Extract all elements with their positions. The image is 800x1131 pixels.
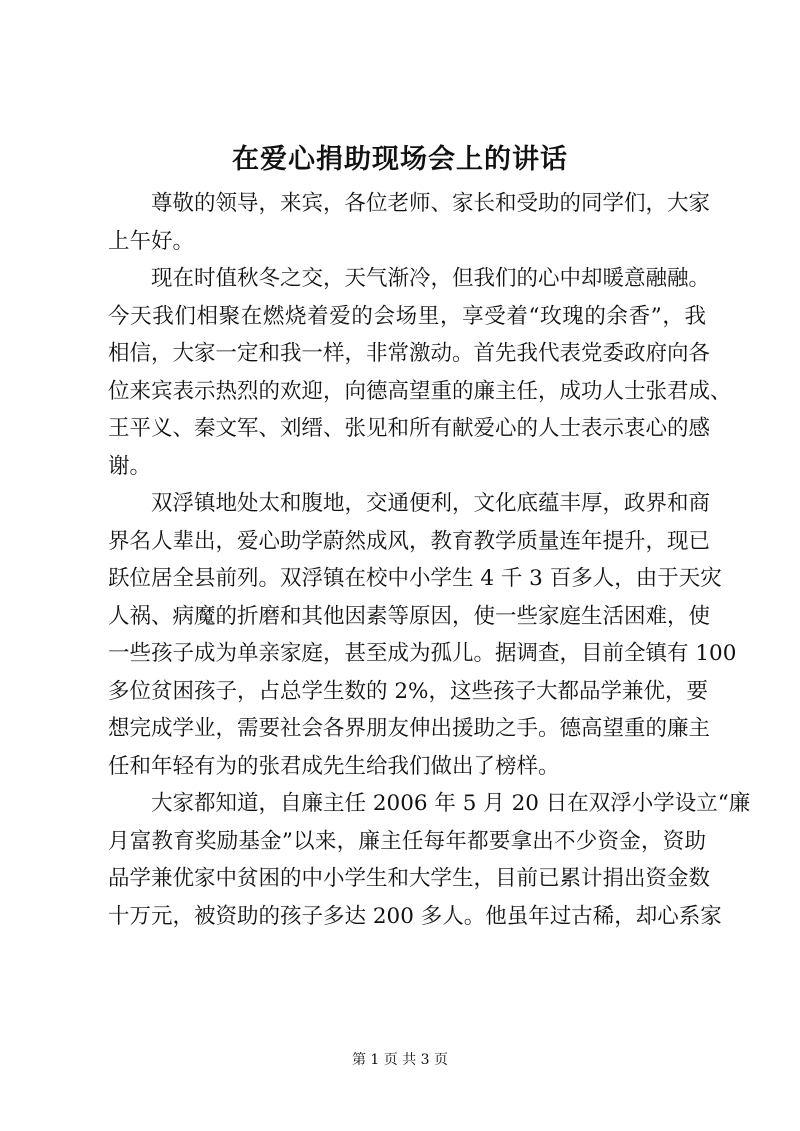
text-line: 一些孩子成为单亲家庭，甚至成为孤儿。据调查，目前全镇有 100 (108, 641, 737, 666)
text-line: 任和年轻有为的张君成先生给我们做出了榜样。 (108, 753, 560, 779)
text-line: 跃位居全县前列。双浮镇在校中小学生 4 千 3 百多人，由于天灾 (108, 566, 722, 591)
text-line: 谢。 (108, 453, 152, 479)
text-line: 界名人辈出，爱心助学蔚然成风，教育教学质量连年提升，现已 (108, 528, 711, 554)
text-line: 人祸、病魔的折磨和其他因素等原因，使一些家庭生活困难，使 (108, 603, 711, 629)
text-line: 现在时值秋冬之交，天气渐冷，但我们的心中却暖意融融。 (151, 266, 711, 291)
text-line: 位来宾表示热烈的欢迎，向德高望重的廉主任，成功人士张君成、 (108, 378, 732, 404)
text-line: 相信，大家一定和我一样，非常激动。首先我代表党委政府向各 (108, 341, 711, 366)
page-footer: 第 1 页 共 3 页 (351, 1052, 449, 1068)
text-line: 多位贫困孩子，占总学生数的 2%，这些孩子大都品学兼优，要 (108, 678, 708, 704)
text-line: 想完成学业，需要社会各界朋友伸出援助之手。德高望重的廉主 (108, 716, 711, 741)
text-line: 双浮镇地处太和腹地，交通便利，文化底蕴丰厚，政界和商 (151, 491, 711, 516)
text-line: 今天我们相聚在燃烧着爱的会场里，享受着“玫瑰的余香”，我 (108, 303, 706, 329)
text-line: 上午好。 (108, 228, 195, 254)
document-body (108, 185, 751, 935)
document-title: 在爱心捐助现场会上的讲话 (232, 144, 568, 175)
text-line: 月富教育奖励基金”以来，廉主任每年都要拿出不少资金，资助 (108, 828, 706, 854)
text-line: 王平义、秦文军、刘缙、张见和所有献爱心的人士表示衷心的感 (108, 416, 711, 441)
text-line: 尊敬的领导，来宾，各位老师、家长和受助的同学们，大家 (151, 191, 711, 216)
text-line: 品学兼优家中贫困的中小学生和大学生，目前已累计捐出资金数 (108, 866, 711, 891)
text-line: 大家都知道，自廉主任 2006 年 5 月 20 日在双浮小学设立“廉 (151, 791, 751, 816)
text-line: 十万元，被资助的孩子多达 200 多人。他虽年过古稀，却心系家 (108, 903, 722, 929)
